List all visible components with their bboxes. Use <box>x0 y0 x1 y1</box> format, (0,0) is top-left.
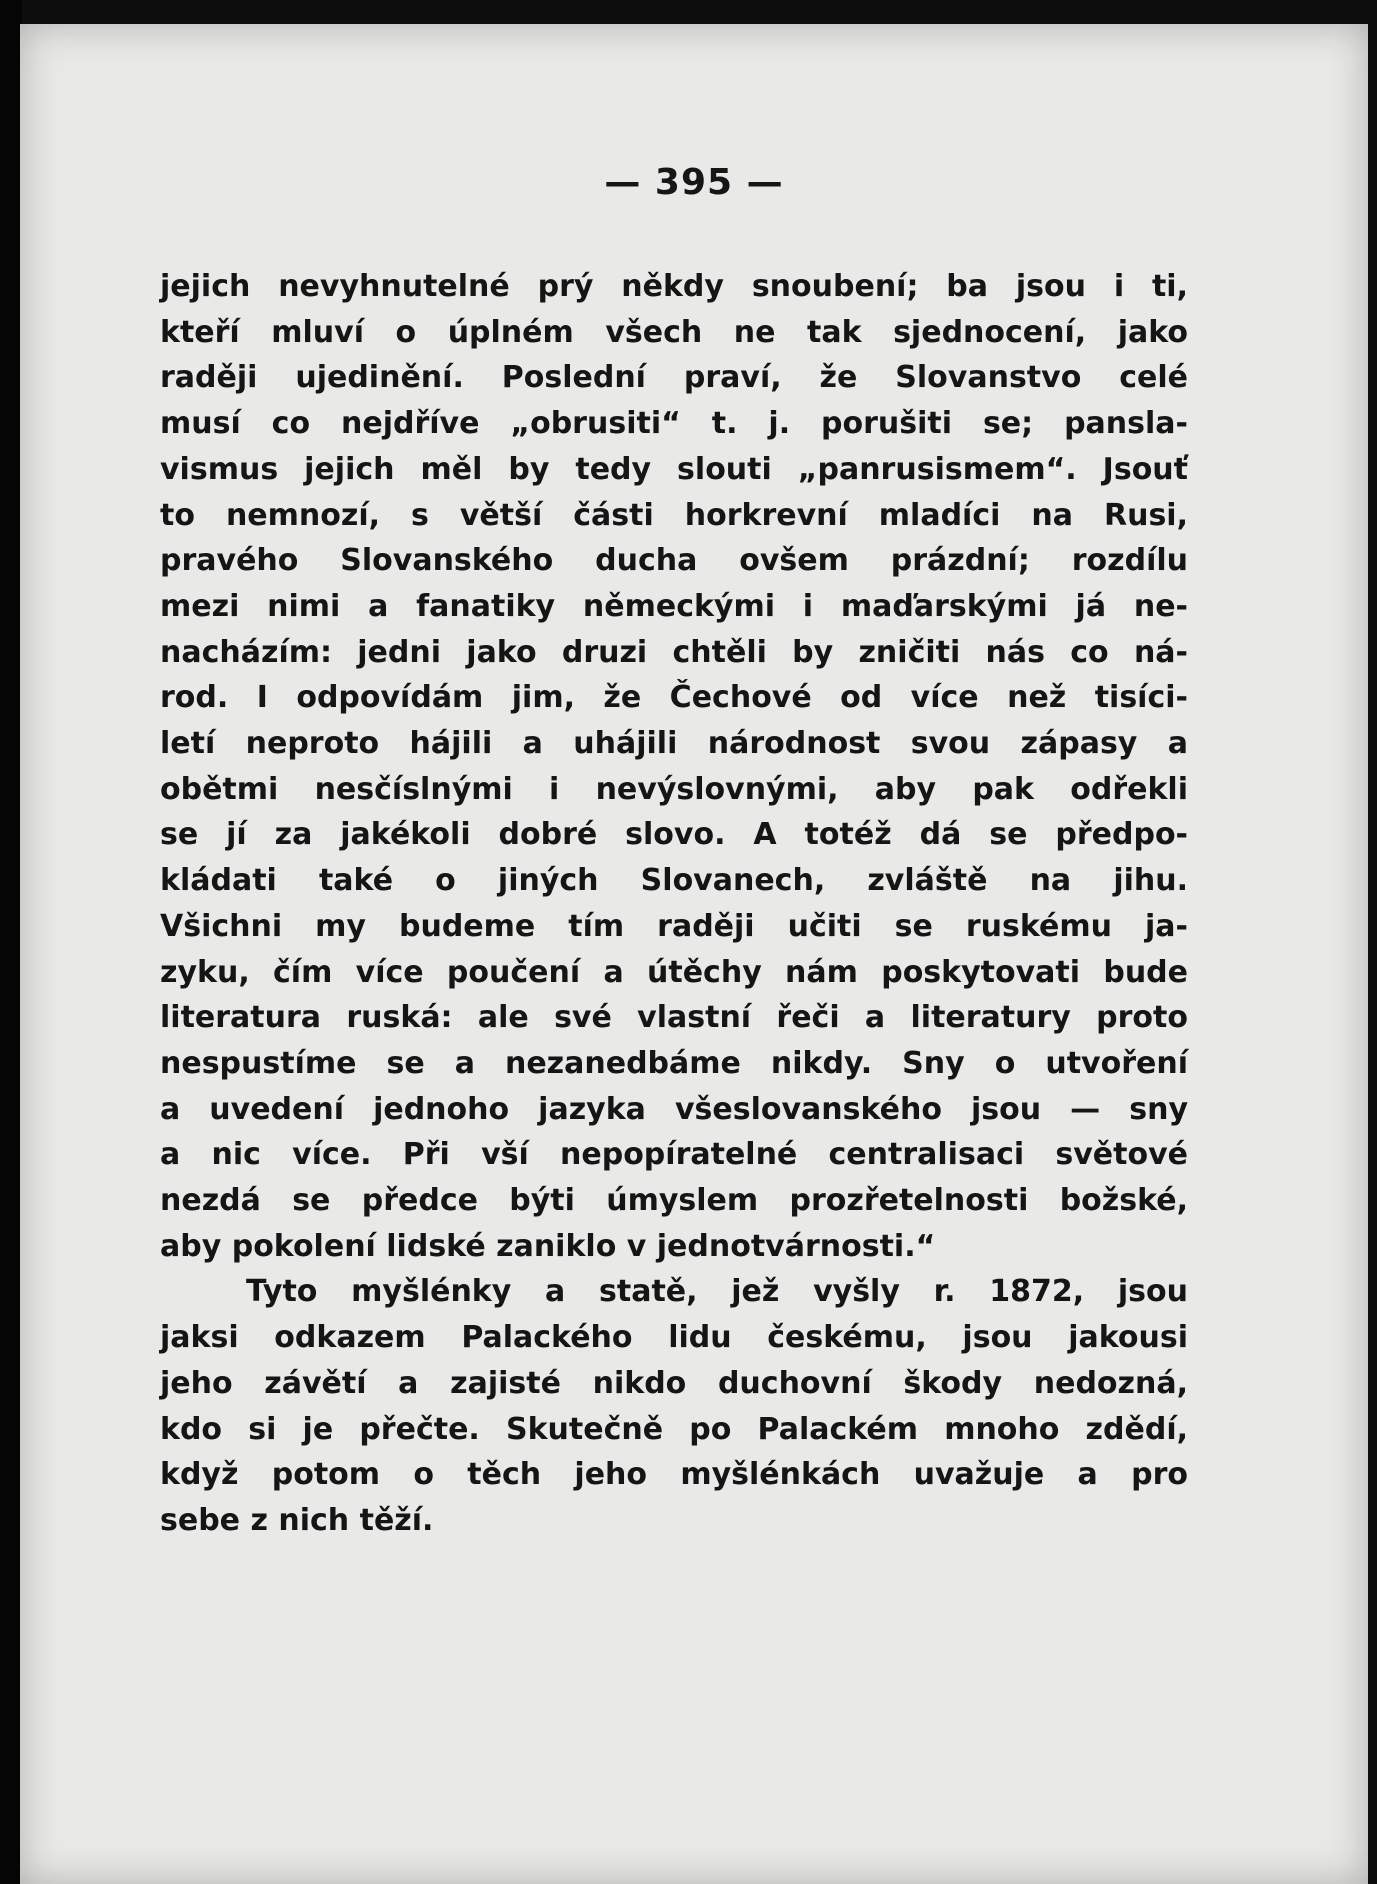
text-line: a nic více. Při vší nepopíratelné centralisaci světové <box>160 1137 1188 1173</box>
text-line: jaksi odkazem Palackého lidu českému, jsou jakousi <box>160 1320 1188 1356</box>
text-line: musí co nejdříve „obrusiti“ t. j. porušiti se; pansla- <box>160 406 1188 442</box>
text-line: Všichni my budeme tím raději učiti se ruskému ja- <box>160 908 1188 944</box>
text-line: a uvedení jednoho jazyka všeslovanského jsou — sny <box>160 1091 1188 1127</box>
text-line: vismus jejich měl by tedy slouti „panrusismem“. Jsouť <box>160 451 1188 487</box>
text-line: raději ujedinění. Poslední praví, že Slovanstvo celé <box>160 360 1188 396</box>
text-line: nespustíme se a nezanedbáme nikdy. Sny o utvoření <box>160 1045 1188 1081</box>
text-line: kládati také o jiných Slovanech, zvláště na jihu. <box>160 863 1188 899</box>
text-line: sebe z nich těží. <box>160 1502 434 1538</box>
text-line: literatura ruská: ale své vlastní řeči a literatury proto <box>160 1000 1188 1036</box>
text-line: kteří mluví o úplném všech ne tak sjednocení, jako <box>160 314 1188 350</box>
text-line: to nemnozí, s větší části horkrevní mladíci na Rusi, <box>160 497 1188 533</box>
text-line: pravého Slovanského ducha ovšem prázdní; rozdílu <box>160 543 1188 579</box>
text-line: jejich nevyhnutelné prý někdy snoubení; ba jsou i ti, <box>160 269 1188 304</box>
text-line: rod. I odpovídám jim, že Čechové od více než tisíci- <box>160 680 1188 716</box>
book-page <box>20 24 1368 1884</box>
text-line: nezdá se předce býti úmyslem prozřetelnosti božské, <box>160 1183 1188 1219</box>
paragraph-first-line: Tyto myšlénky a statě, jež vyšly r. 1872, jsou <box>246 1274 1188 1310</box>
text-line: nacházím: jedni jako druzi chtěli by zničiti nás co ná- <box>160 634 1188 670</box>
text-line: letí neproto hájili a uhájili národnost svou zápasy a <box>160 726 1188 762</box>
text-line: se jí za jakékoli dobré slovo. A totéž dá se předpo- <box>160 817 1188 853</box>
text-line: obětmi nesčíslnými i nevýslovnými, aby pak odřekli <box>160 771 1188 807</box>
text-line: aby pokolení lidské zaniklo v jednotvárnosti.“ <box>160 1228 936 1264</box>
text-line: kdo si je přečte. Skutečně po Palackém mnoho zdědí, <box>160 1411 1188 1447</box>
scan-border <box>0 0 22 1884</box>
text-line: zyku, čím více poučení a útěchy nám poskytovati bude <box>160 954 1188 990</box>
page-number: — 395 — <box>604 162 784 203</box>
text-line: jeho závětí a zajisté nikdo duchovní škody nedozná, <box>160 1365 1188 1401</box>
text-line: když potom o těch jeho myšlénkách uvažuje a pro <box>160 1457 1188 1493</box>
text-line: mezi nimi a fanatiky německými i maďarskými já ne- <box>160 588 1188 624</box>
body-text <box>160 264 1188 1544</box>
